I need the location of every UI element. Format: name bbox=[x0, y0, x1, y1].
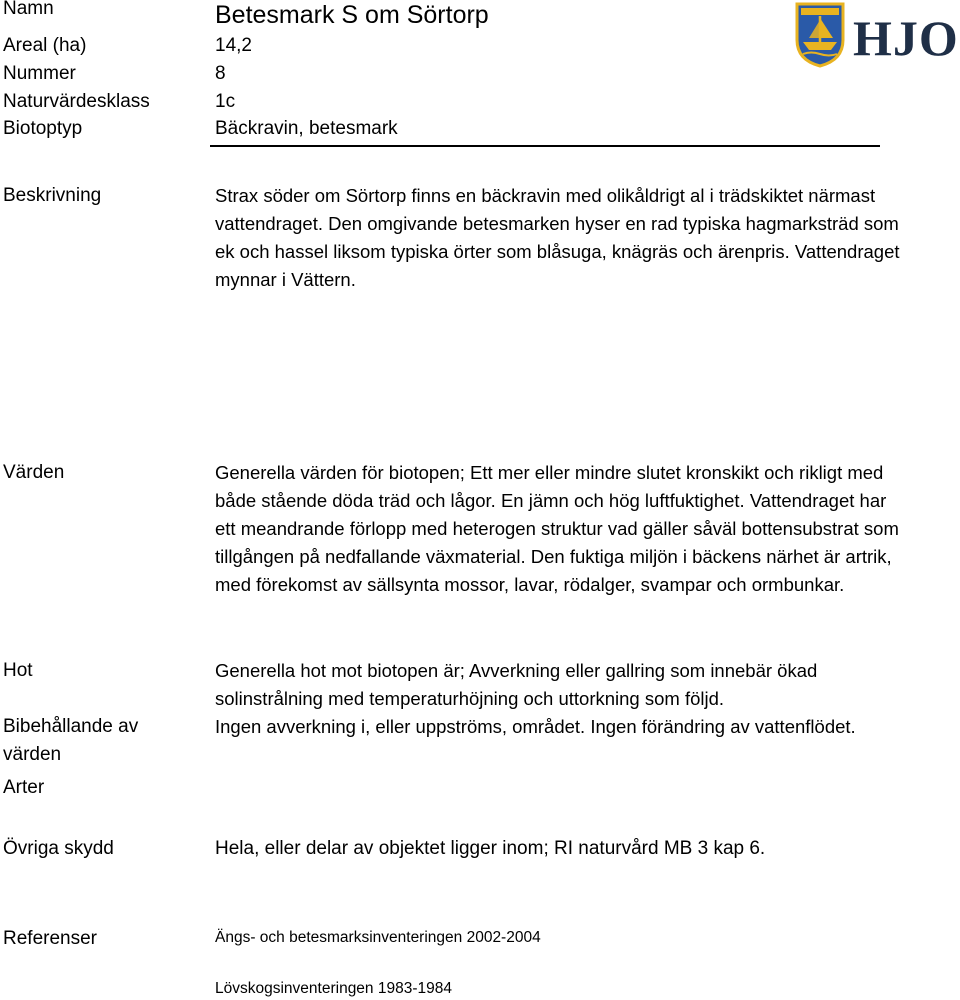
nature-value-class-value: 1c bbox=[215, 91, 236, 112]
preservation-label-line1: Bibehållande av bbox=[3, 716, 139, 737]
other-protection-text: Hela, eller delar av objektet ligger inom; RI naturvård MB 3 kap 6. bbox=[215, 838, 766, 859]
number-value: 8 bbox=[215, 63, 226, 84]
logo-wordmark: HJO bbox=[853, 10, 959, 66]
municipality-logo bbox=[795, 2, 960, 70]
values-text: Generella värden för biotopen; Ett mer eller mindre slutet kronskikt och rikligt med både stående döda träd och lågor. En jämn och hög luftfuktighet. Vattendraget har ett meandrande förlopp med heterogen struktur vad gäller såväl bottensubstrat som tillgången på nedfallande växmaterial. Den fuktiga miljön i bäckens närhet är artrik, med förekomst av sällsynta mossor, lavar, rödalger, svampar och ormbunkar. bbox=[215, 462, 899, 595]
threats-text: Generella hot mot biotopen är; Avverkning eller gallring som innebär ökad solinstrålning med temperaturhöjning och uttorkning som följd. bbox=[215, 660, 818, 709]
references-label: Referenser bbox=[3, 928, 97, 949]
name-value: Betesmark S om Sörtorp bbox=[215, 1, 489, 29]
coat-of-arms-icon bbox=[795, 2, 845, 68]
preservation-label-line2: värden bbox=[3, 744, 62, 765]
species-label: Arter bbox=[3, 777, 45, 798]
biotope-type-value: Bäckravin, betesmark bbox=[215, 118, 398, 139]
other-protection-label: Övriga skydd bbox=[3, 838, 114, 859]
preservation-text: Ingen avverkning i, eller uppströms, området. Ingen förändring av vattenflödet. bbox=[215, 716, 856, 737]
area-label: Areal (ha) bbox=[3, 35, 87, 56]
values-label: Värden bbox=[3, 462, 65, 483]
header-divider bbox=[210, 145, 880, 147]
number-label: Nummer bbox=[3, 63, 76, 84]
area-value: 14,2 bbox=[215, 35, 252, 56]
biotope-type-label: Biotoptyp bbox=[3, 118, 83, 139]
reference-item: Ängs- och betesmarksinventeringen 2002-2004 bbox=[215, 929, 541, 946]
description-text: Strax söder om Sörtorp finns en bäckravin med olikåldrigt al i trädskiktet närmast vattendraget. Den omgivande betesmarken hyser en rad typiska hagmarksträd som ek och hassel liksom typiska örter som blåsuga, knägräs och ärenpris. Vattendraget mynnar i Vättern. bbox=[215, 185, 900, 290]
name-label: Namn bbox=[3, 0, 54, 19]
nature-value-class-label: Naturvärdesklass bbox=[3, 91, 150, 112]
threats-label: Hot bbox=[3, 660, 33, 681]
description-label: Beskrivning bbox=[3, 185, 102, 206]
reference-item: Lövskogsinventeringen 1983-1984 bbox=[215, 980, 452, 997]
